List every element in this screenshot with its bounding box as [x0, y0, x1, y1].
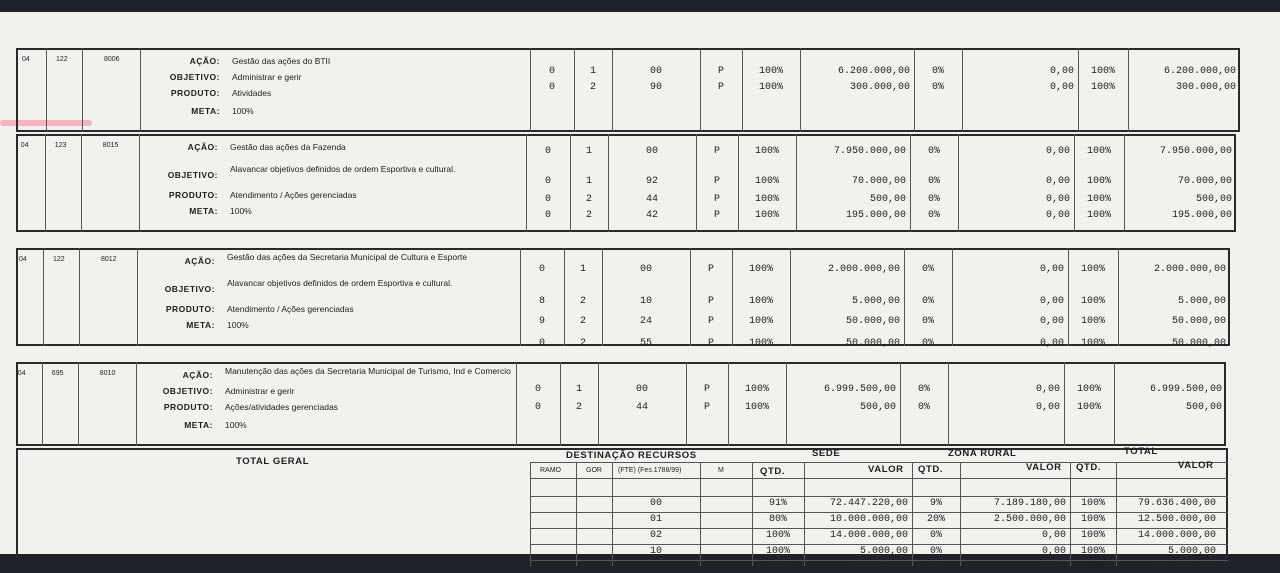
cell-sede-valor: 300.000,00	[849, 82, 910, 93]
cell-rural-valor: 0,00	[1035, 402, 1060, 413]
cell-group: 1	[579, 264, 586, 275]
summary-sede-qtd: 91%	[768, 498, 787, 509]
summary-rural-valor: 7.189.180,00	[993, 498, 1066, 509]
cell-sede-qtd: 100%	[754, 210, 779, 221]
function-code: 04	[17, 370, 26, 377]
summary-fonte: 00	[649, 498, 662, 509]
summary-total-valor: 12.500.000,00	[1137, 514, 1216, 525]
sub-fte: (FTE) (Fes.1788/99)	[618, 467, 682, 474]
column-divider	[81, 134, 82, 232]
cell-total-qtd: 100%	[1080, 338, 1105, 349]
cell-category: 0	[538, 338, 545, 349]
meta-label: META:	[186, 320, 215, 330]
cell-type: P	[707, 264, 714, 275]
action-code: 8012	[101, 256, 117, 263]
summary-rural-qtd: 9%	[929, 498, 942, 509]
summary-sede-qtd: 80%	[768, 514, 787, 525]
produto-label: PRODUTO:	[163, 402, 213, 412]
cell-rural-valor: 0,00	[1045, 146, 1070, 157]
cell-group: 2	[589, 82, 596, 93]
cell-total-valor: 2.000.000,00	[1153, 264, 1226, 275]
cell-total-valor: 6.999.500,00	[1149, 384, 1222, 395]
cell-rural-qtd: 0%	[927, 210, 940, 221]
summary-sede-qtd: 100%	[765, 530, 790, 541]
cell-rural-valor: 0,00	[1039, 338, 1064, 349]
summary-sede-qtd: 100%	[765, 562, 790, 573]
cell-source: 55	[639, 338, 652, 349]
cell-total-valor: 5.000,00	[1177, 296, 1226, 307]
summary-row-line	[530, 544, 1228, 545]
cell-type: P	[707, 316, 714, 327]
cell-source: 00	[645, 146, 658, 157]
subfunction-code: 123	[54, 142, 67, 149]
cell-sede-valor: 6.200.000,00	[837, 66, 910, 77]
cell-total-qtd: 100%	[1080, 296, 1105, 307]
cell-group: 2	[579, 296, 586, 307]
summary-sede-valor: 10.000.000,00	[829, 514, 908, 525]
cell-sede-qtd: 100%	[748, 338, 773, 349]
cell-category: 0	[544, 210, 551, 221]
action-code: 8006	[104, 56, 120, 63]
column-divider	[700, 462, 701, 566]
cell-source: 24	[639, 316, 652, 327]
meta-description: 100%	[232, 106, 254, 116]
acao-description: Manutenção das ações da Secretaria Municipal de Turismo, Ind e Comercio	[225, 366, 511, 376]
total-header: TOTAL	[1124, 446, 1158, 457]
cell-total-qtd: 100%	[1076, 384, 1101, 395]
cell-source: 42	[645, 210, 658, 221]
subfunction-code: 122	[56, 56, 68, 63]
action-code: 8010	[99, 370, 116, 377]
cell-rural-qtd: 0%	[921, 338, 934, 349]
cell-category: 9	[538, 316, 545, 327]
cell-category: 0	[534, 402, 541, 413]
sub-ramo: RAMO	[540, 467, 561, 474]
summary-total-valor: 14.000.000,00	[1137, 530, 1216, 541]
zona-rural-header: ZONA RURAL	[948, 448, 1017, 459]
summary-sede-valor: 5.000,00	[859, 546, 908, 557]
cell-group: 2	[579, 316, 586, 327]
summary-total-valor: 79.636.400,00	[1137, 498, 1216, 509]
cell-source: 44	[635, 402, 648, 413]
cell-total-valor: 500,00	[1185, 402, 1222, 413]
meta-description: 100%	[230, 206, 252, 216]
cell-total-qtd: 100%	[1090, 66, 1115, 77]
objetivo-label: OBJETIVO:	[167, 170, 218, 180]
cell-source: 00	[639, 264, 652, 275]
column-divider	[576, 462, 577, 566]
column-divider	[42, 362, 43, 446]
cell-type: P	[717, 66, 724, 77]
cell-category: 0	[544, 146, 551, 157]
objetivo-description: Alavancar objetivos definidos de ordem Esportiva e cultural.	[227, 278, 453, 288]
cell-rural-qtd: 0%	[921, 264, 934, 275]
cell-sede-qtd: 100%	[754, 146, 779, 157]
cell-sede-valor: 50.000,00	[845, 338, 900, 349]
produto-description: Atendimento / Ações gerenciadas	[230, 190, 357, 200]
cell-sede-qtd: 100%	[754, 176, 779, 187]
summary-rural-qtd: 0%	[929, 546, 942, 557]
cell-group: 1	[585, 146, 592, 157]
summary-rural-qtd: 0%	[929, 562, 942, 573]
cell-type: P	[713, 210, 720, 221]
cell-total-qtd: 100%	[1086, 194, 1111, 205]
column-divider	[78, 362, 79, 446]
cell-total-valor: 50.000,00	[1171, 338, 1226, 349]
cell-sede-qtd: 100%	[758, 82, 783, 93]
cell-total-qtd: 100%	[1080, 316, 1105, 327]
objetivo-description: Administrar e gerir	[232, 72, 302, 82]
destinacao-header: DESTINAÇÃO RECURSOS	[566, 450, 697, 461]
column-divider	[43, 248, 44, 346]
produto-description: Ações/atividades gerenciadas	[225, 402, 338, 412]
cell-sede-valor: 6.999.500,00	[823, 384, 896, 395]
summary-sede-valor: 650.000,00	[847, 562, 908, 573]
cell-category: 0	[538, 264, 545, 275]
cell-sede-valor: 5.000,00	[851, 296, 900, 307]
column-divider	[82, 48, 83, 132]
summary-rural-qtd: 20%	[926, 514, 945, 525]
summary-total-valor: 650.000,00	[1155, 562, 1216, 573]
cell-category: 0	[544, 194, 551, 205]
cell-sede-valor: 7.950.000,00	[833, 146, 906, 157]
summary-total-qtd: 100%	[1080, 530, 1105, 541]
column-divider	[46, 48, 47, 132]
cell-rural-qtd: 0%	[917, 384, 930, 395]
sub-valor-total: VALOR	[1178, 460, 1214, 471]
meta-description: 100%	[225, 420, 247, 430]
cell-rural-qtd: 0%	[927, 146, 940, 157]
summary-total-qtd: 100%	[1080, 562, 1105, 573]
meta-label: META:	[191, 106, 220, 116]
cell-group: 2	[579, 338, 586, 349]
cell-rural-valor: 0,00	[1045, 194, 1070, 205]
cell-rural-qtd: 0%	[921, 316, 934, 327]
cell-sede-qtd: 100%	[754, 194, 779, 205]
cell-total-valor: 195.000,00	[1171, 210, 1232, 221]
cell-group: 1	[589, 66, 596, 77]
function-code: 04	[22, 56, 30, 63]
cell-rural-valor: 0,00	[1049, 66, 1074, 77]
cell-type: P	[713, 176, 720, 187]
summary-total-qtd: 100%	[1080, 546, 1105, 557]
cell-source: 44	[645, 194, 658, 205]
summary-total-valor: 5.000,00	[1167, 546, 1216, 557]
summary-subheader-line	[530, 478, 1228, 479]
objetivo-description: Administrar e gerir	[225, 386, 295, 396]
cell-type: P	[707, 296, 714, 307]
summary-header-line	[530, 462, 1228, 463]
cell-rural-qtd: 0%	[927, 176, 940, 187]
column-divider	[79, 248, 80, 346]
cell-sede-valor: 50.000,00	[845, 316, 900, 327]
cell-category: 0	[548, 82, 555, 93]
cell-source: 90	[649, 82, 662, 93]
acao-label: AÇÃO:	[189, 56, 220, 66]
cell-total-valor: 500,00	[1195, 194, 1232, 205]
objetivo-label: OBJETIVO:	[169, 72, 220, 82]
cell-type: P	[717, 82, 724, 93]
cell-rural-qtd: 0%	[931, 82, 944, 93]
objetivo-label: OBJETIVO:	[162, 386, 213, 396]
cell-sede-valor: 500,00	[859, 402, 896, 413]
summary-rural-valor: 0,00	[1041, 562, 1066, 573]
cell-sede-valor: 70.000,00	[851, 176, 906, 187]
cell-type: P	[713, 194, 720, 205]
summary-fonte: 02	[649, 530, 662, 541]
cell-group: 1	[585, 176, 592, 187]
produto-label: PRODUTO:	[165, 304, 215, 314]
cell-total-qtd: 100%	[1086, 176, 1111, 187]
cell-sede-qtd: 100%	[748, 264, 773, 275]
sub-qtd-rural: QTD.	[918, 464, 944, 475]
cell-total-valor: 70.000,00	[1177, 176, 1232, 187]
cell-sede-qtd: 100%	[744, 384, 769, 395]
cell-rural-qtd: 0%	[917, 402, 930, 413]
cell-total-valor: 7.950.000,00	[1159, 146, 1232, 157]
produto-label: PRODUTO:	[168, 190, 218, 200]
produto-description: Atividades	[232, 88, 272, 98]
summary-row-line	[530, 496, 1228, 497]
cell-type: P	[713, 146, 720, 157]
cell-sede-qtd: 100%	[744, 402, 769, 413]
cell-total-qtd: 100%	[1076, 402, 1101, 413]
cell-rural-qtd: 0%	[921, 296, 934, 307]
acao-label: AÇÃO:	[182, 370, 213, 380]
acao-description: Gestão das ações da Fazenda	[230, 142, 346, 152]
cell-rural-valor: 0,00	[1049, 82, 1074, 93]
produto-label: PRODUTO:	[170, 88, 220, 98]
cell-rural-valor: 0,00	[1039, 316, 1064, 327]
summary-row-line	[530, 560, 1228, 561]
cell-rural-qtd: 0%	[931, 66, 944, 77]
sub-valor-rural: VALOR	[1026, 462, 1062, 473]
summary-fonte: 10	[649, 546, 662, 557]
subfunction-code: 695	[51, 370, 64, 377]
cell-rural-valor: 0,00	[1039, 264, 1064, 275]
sub-qtd-total: QTD.	[1076, 462, 1102, 473]
total-geral-title: TOTAL GERAL	[236, 456, 310, 467]
subfunction-code: 122	[53, 256, 65, 263]
acao-description: Gestão das ações do BTII	[232, 56, 331, 66]
cell-category: 8	[538, 296, 545, 307]
summary-fonte: 01	[649, 514, 662, 525]
cell-category: 0	[544, 176, 551, 187]
function-code: 04	[20, 142, 29, 149]
cell-total-valor: 6.200.000,00	[1163, 66, 1236, 77]
sub-valor-sede: VALOR	[868, 464, 904, 475]
cell-group: 1	[575, 384, 582, 395]
summary-rural-qtd: 0%	[929, 530, 942, 541]
cell-rural-valor: 0,00	[1039, 296, 1064, 307]
summary-sede-valor: 72.447.220,00	[829, 498, 908, 509]
function-code: 04	[19, 256, 27, 263]
summary-sede-qtd: 100%	[765, 546, 790, 557]
cell-category: 0	[534, 384, 541, 395]
cell-type: P	[703, 402, 710, 413]
cell-type: P	[707, 338, 714, 349]
objetivo-description: Alavancar objetivos definidos de ordem Esportiva e cultural.	[230, 164, 456, 174]
cell-category: 0	[548, 66, 555, 77]
cell-rural-valor: 0,00	[1045, 210, 1070, 221]
summary-row-line	[530, 528, 1228, 529]
sub-gor: GOR	[586, 467, 602, 474]
produto-description: Atendimento / Ações gerenciadas	[227, 304, 354, 314]
cell-sede-qtd: 100%	[748, 296, 773, 307]
column-divider	[530, 462, 531, 566]
cell-group: 2	[575, 402, 582, 413]
cell-total-qtd: 100%	[1080, 264, 1105, 275]
cell-source: 00	[635, 384, 648, 395]
cell-rural-qtd: 0%	[927, 194, 940, 205]
cell-total-valor: 50.000,00	[1171, 316, 1226, 327]
cell-rural-valor: 0,00	[1035, 384, 1060, 395]
objetivo-label: OBJETIVO:	[164, 284, 215, 294]
cell-type: P	[703, 384, 710, 395]
cell-sede-valor: 195.000,00	[845, 210, 906, 221]
cell-total-qtd: 100%	[1086, 210, 1111, 221]
cell-group: 2	[585, 194, 592, 205]
cell-group: 2	[585, 210, 592, 221]
column-divider	[45, 134, 46, 232]
meta-description: 100%	[227, 320, 249, 330]
sub-qtd-sede: QTD.	[760, 466, 786, 477]
cell-sede-valor: 500,00	[869, 194, 906, 205]
acao-description: Gestão das ações da Secretaria Municipal de Cultura e Esporte	[227, 252, 468, 262]
meta-label: META:	[184, 420, 213, 430]
summary-sede-valor: 14.000.000,00	[829, 530, 908, 541]
meta-label: META:	[189, 206, 218, 216]
summary-total-qtd: 100%	[1080, 514, 1105, 525]
cell-total-valor: 300.000,00	[1175, 82, 1236, 93]
cell-sede-valor: 2.000.000,00	[827, 264, 900, 275]
action-code: 8015	[102, 142, 119, 149]
cell-total-qtd: 100%	[1086, 146, 1111, 157]
cell-rural-valor: 0,00	[1045, 176, 1070, 187]
sede-header: SEDE	[812, 448, 841, 459]
sub-m: M	[718, 467, 724, 474]
document-page	[0, 12, 1280, 573]
cell-sede-qtd: 100%	[758, 66, 783, 77]
summary-rural-valor: 2.500.000,00	[993, 514, 1066, 525]
summary-rural-valor: 0,00	[1041, 530, 1066, 541]
cell-source: 92	[645, 176, 658, 187]
cell-total-qtd: 100%	[1090, 82, 1115, 93]
summary-total-qtd: 100%	[1080, 498, 1105, 509]
acao-label: AÇÃO:	[187, 142, 218, 152]
cell-source: 00	[649, 66, 662, 77]
summary-rural-valor: 0,00	[1041, 546, 1066, 557]
cell-source: 10	[639, 296, 652, 307]
summary-row-line	[530, 512, 1228, 513]
cell-sede-qtd: 100%	[748, 316, 773, 327]
acao-label: AÇÃO:	[184, 256, 215, 266]
